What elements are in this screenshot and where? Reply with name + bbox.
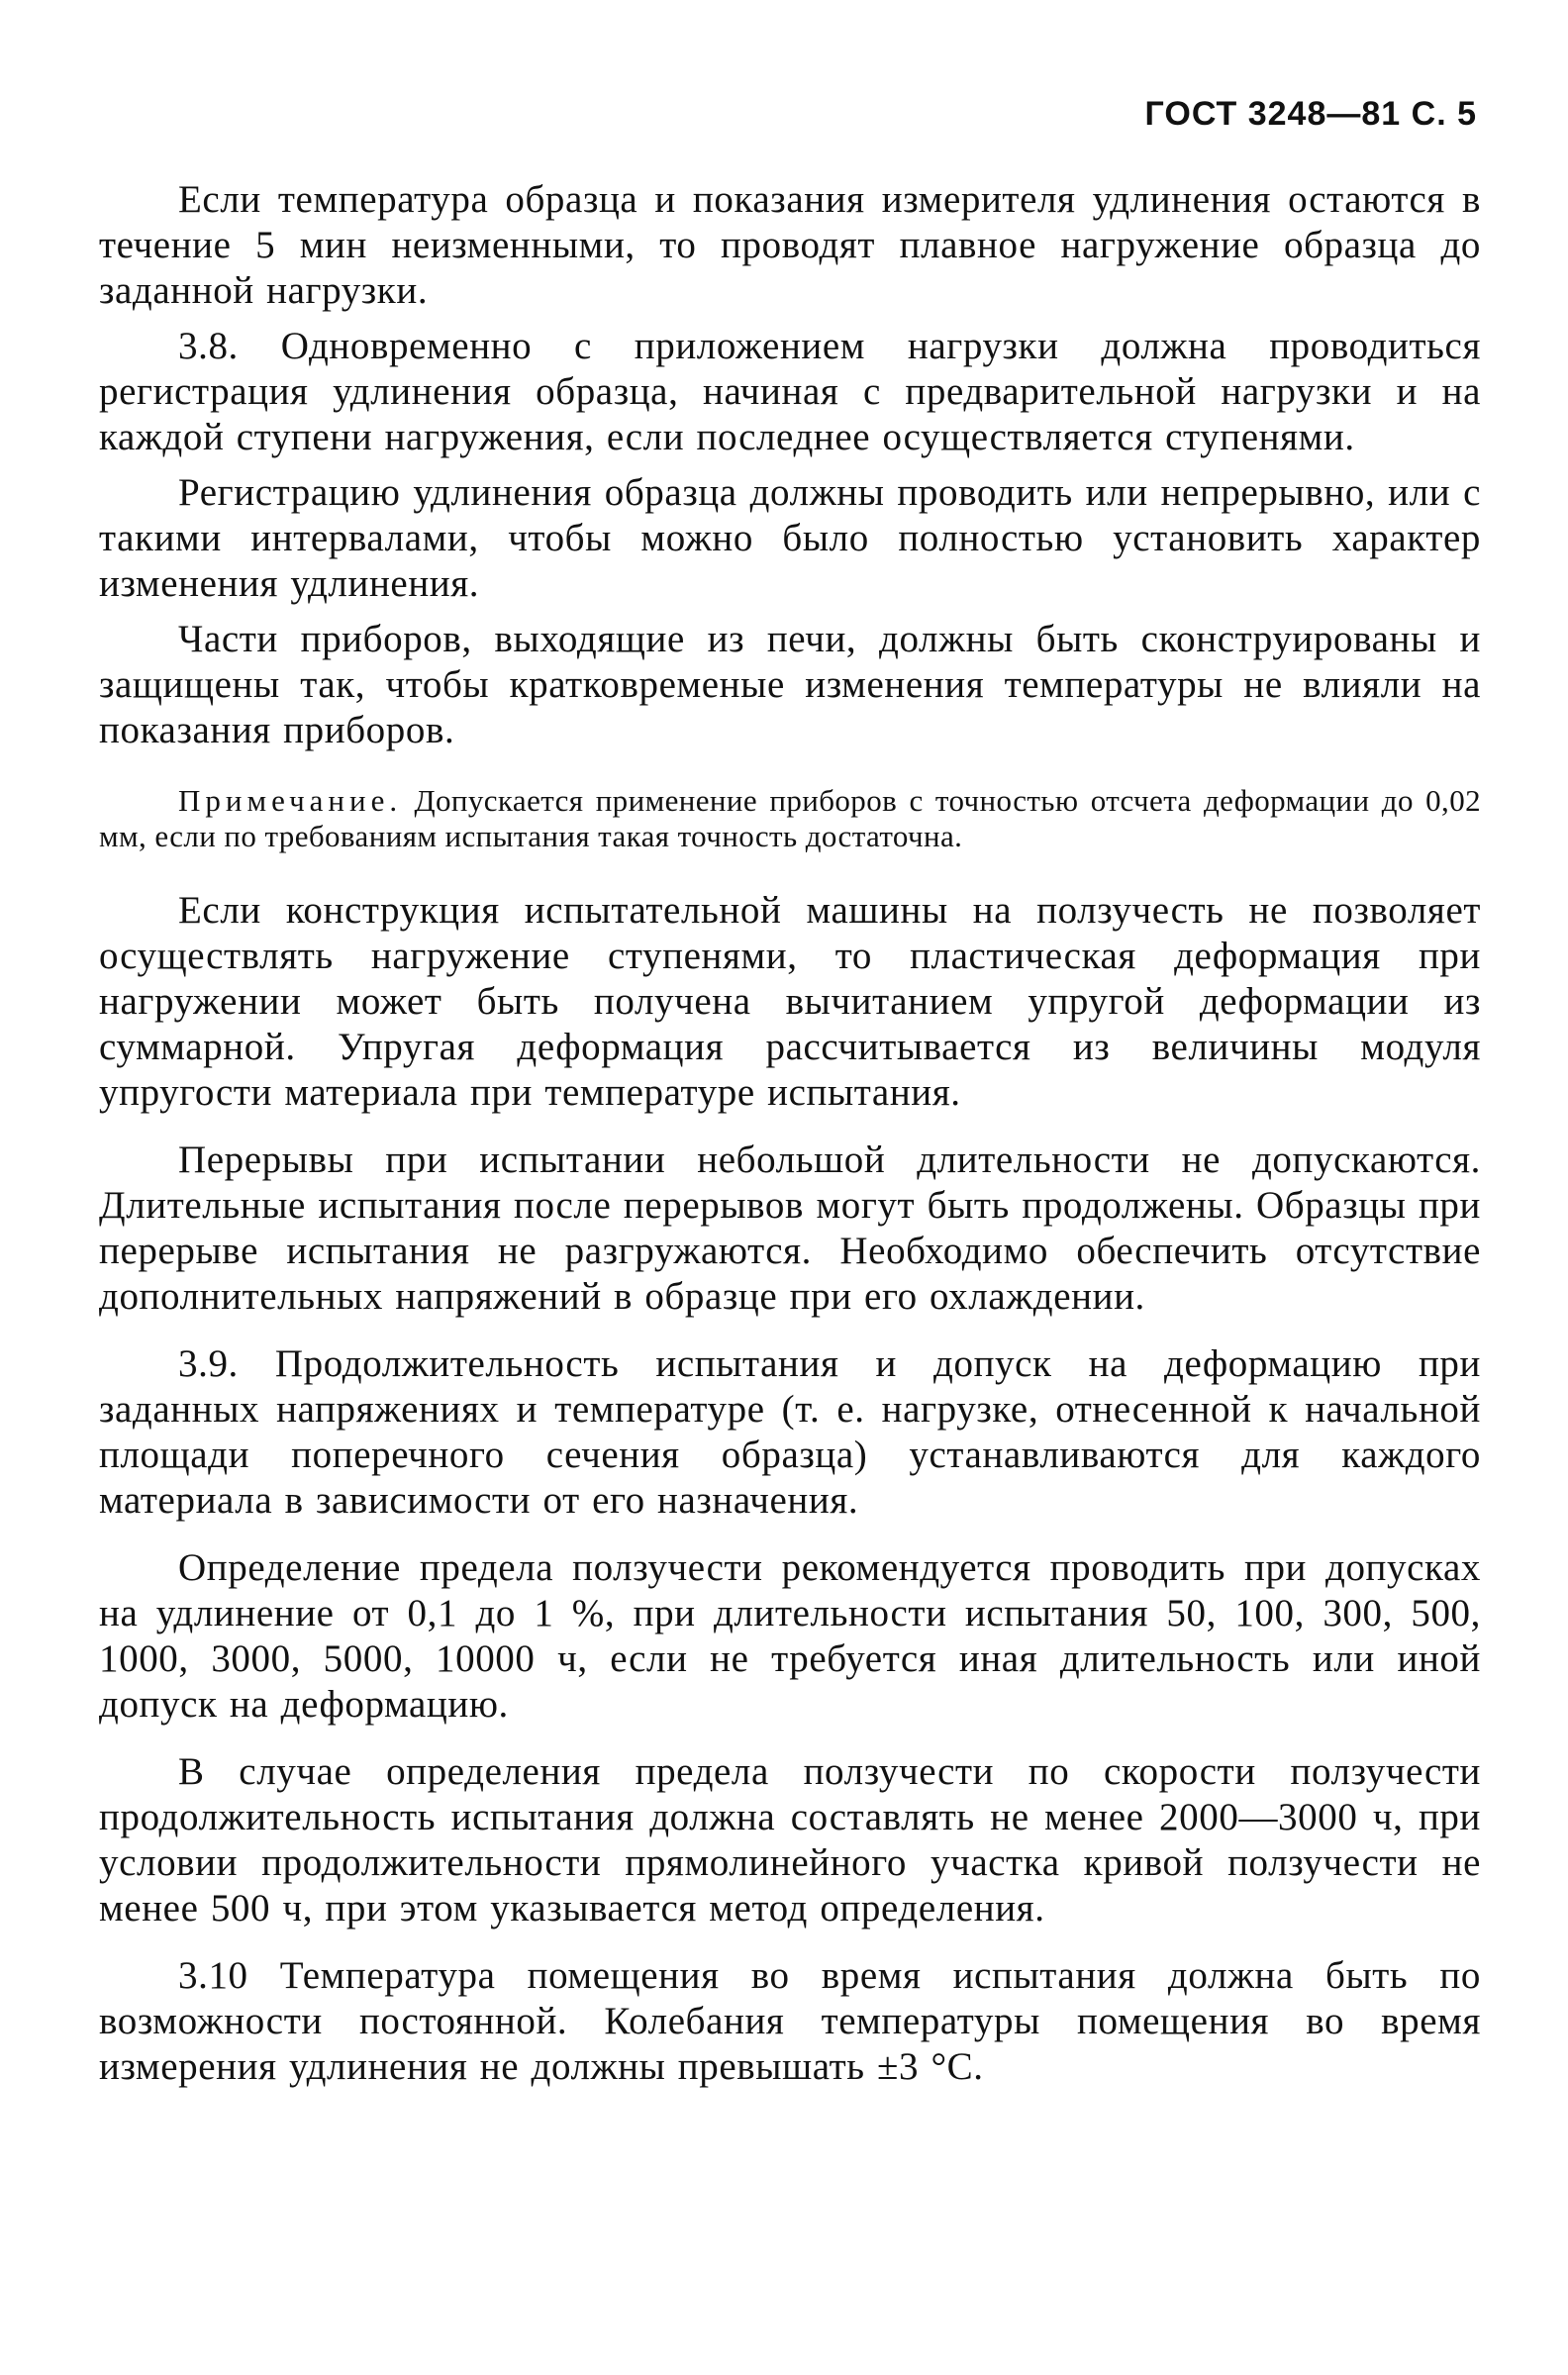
note-block bbox=[99, 783, 1481, 854]
paragraph-instrument-parts: Части приборов, выходящие из печи, должны быть сконструированы и защищены так, чтобы кратковременые изменения температуры не влияли на показания приборов. bbox=[99, 618, 1481, 751]
note-text: Допускается применение приборов с точностью отсчета деформации до 0,02 мм, если по требованиям испытания такая точность достаточна. bbox=[99, 783, 1481, 853]
note-label: Примечание. bbox=[178, 783, 403, 818]
paragraph-interruptions: Перерывы при испытании небольшой длительности не допускаются. Длительные испытания после перерывов могут быть продолжены. Образцы при перерыве испытания не разгружаются. Необходимо обеспечить отсутствие дополнительных напряжений в образце при его охлаждении. bbox=[99, 1138, 1481, 1318]
paragraph-3-10: 3.10 Температура помещения во время испытания должна быть по возможности постоянной. Колебания температуры помещения во время измерения удлинения не должны превышать ±3 °С. bbox=[99, 1954, 1481, 2088]
paragraph-elongation-registration: Регистрацию удлинения образца должны проводить или непрерывно, или с такими интервалами, чтобы можно было полностью установить характер изменения удлинения. bbox=[99, 471, 1481, 605]
document-page bbox=[99, 95, 1481, 2112]
paragraph-creep-rate: В случае определения предела ползучести по скорости ползучести продолжительность испытания должна составлять не менее 2000—3000 ч, при условии продолжительности прямолинейного участка кривой ползучести не менее 500 ч, при этом указывается метод определения. bbox=[99, 1750, 1481, 1930]
page-header: ГОСТ 3248—81 С. 5 bbox=[1144, 95, 1477, 133]
paragraph-creep-limit: Определение предела ползучести рекомендуется проводить при допусках на удлинение от 0,1 до 1 %, при длительности испытания 50, 100, 300, 500, 1000, 3000, 5000, 10000 ч, если не требуется иная длительность или иной допуск на деформацию. bbox=[99, 1546, 1481, 1726]
paragraph-temperature-check: Если температура образца и показания измерителя удлинения остаются в течение 5 мин неизменными, то проводят плавное нагружение образца до заданной нагрузки. bbox=[99, 178, 1481, 312]
paragraph-machine-construction: Если конструкция испытательной машины на ползучесть не позволяет осуществлять нагружение ступенями, то пластическая деформация при нагружении может быть получена вычитанием упругой деформации из суммарной. Упругая деформация рассчитывается из величины модуля упругости материала при температуре испытания. bbox=[99, 889, 1481, 1114]
paragraph-3-9: 3.9. Продолжительность испытания и допуск на деформацию при заданных напряжениях и температуре (т. е. нагрузке, отнесенной к начальной площади поперечного сечения образца) устанавливаются для каждого материала в зависимости от его назначения. bbox=[99, 1342, 1481, 1522]
paragraph-3-8: 3.8. Одновременно с приложением нагрузки должна проводиться регистрация удлинения образца, начиная с предварительной нагрузки и на каждой ступени нагружения, если последнее осуществляется ступенями. bbox=[99, 325, 1481, 458]
